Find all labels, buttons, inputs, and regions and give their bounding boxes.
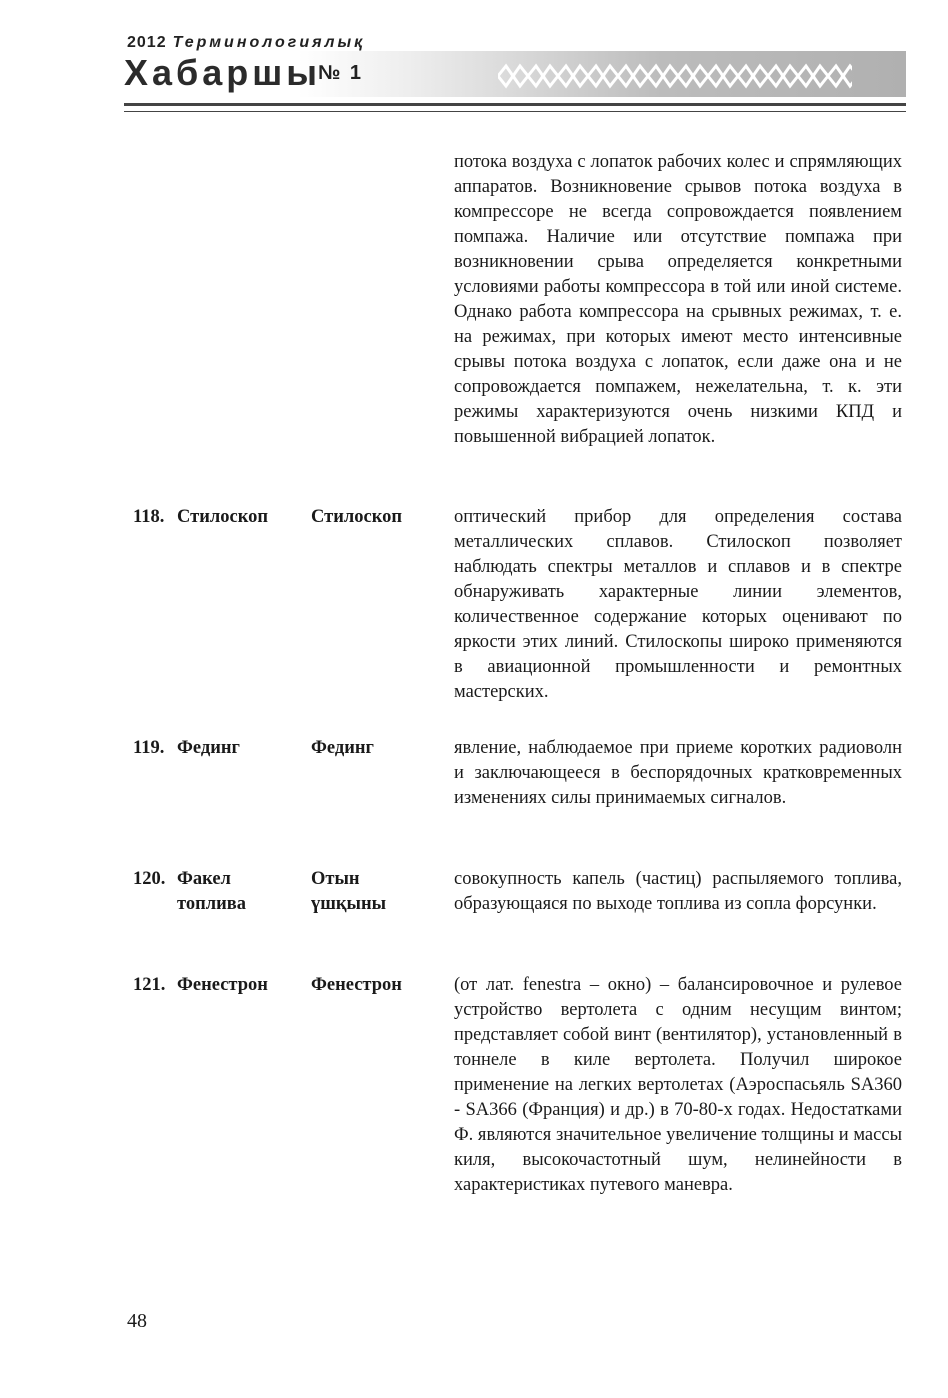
entry-120-term-ru xyxy=(133,867,293,917)
term-kz-line2: үшқыны xyxy=(311,894,387,914)
term-kz: Отын xyxy=(311,869,360,889)
entry-121-term-kz: Фенестрон xyxy=(311,975,402,995)
entry-121-definition: (от лат. fenestra – окно) – балансировочное и рулевое устройство вертолета с одним несущим винтом; представляет собой винт (вентилятор), установленный в тоннеле в киле вертолета. Получил широкое применение на легких вертолетах (Аэроспасьяль SA360 - SA366 (Франция) и др.) в 70-80-х годах. Недостатками Ф. являются значительное увеличение толщины и массы киля, высокочастотный шум, нелинейности в характеристиках путевого маневра. xyxy=(454,975,902,1195)
ornament-pattern xyxy=(498,58,852,94)
header-title-top: Терминологиялық xyxy=(172,34,366,51)
term-ru: Фенестрон xyxy=(177,975,268,995)
entry-number: 121. xyxy=(133,975,166,995)
entry-119-definition: явление, наблюдаемое при приеме коротких радиоволн и заключающееся в беспорядочных кратковременных изменениях силы принимаемых сигналов. xyxy=(454,738,902,808)
entry-119-term-ru xyxy=(133,736,293,761)
entry-number: 119. xyxy=(133,738,165,758)
entry-119-term-kz: Фединг xyxy=(311,738,374,758)
continued-definition: потока воздуха с лопаток рабочих колес и спрямляющих аппаратов. Возникновение срывов потока воздуха в компрессоре не всегда сопровождается появлением помпажа. Наличие или отсутствие помпажа при возникновении срыва определяется конкретными условиями работы компрессора в той или иной системе. Однако работа компрессора на срывных режимах, т. е. на режимах, при которых имеют место интенсивные срывы потока воздуха с лопаток, если даже она и не сопровождается помпажем, нежелательна, т. к. эти режимы характеризуются очень низкими КПД и повышенной вибрацией лопаток. xyxy=(454,152,902,447)
header-rule-thin xyxy=(124,111,906,112)
page-number: 48 xyxy=(127,1310,147,1332)
entry-number: 118. xyxy=(133,507,165,527)
entry-120-definition: совокупность капель (частиц) распыляемого топлива, образующаяся по выходе топлива из сопла форсунки. xyxy=(454,869,902,914)
header-title-main: Хабаршы xyxy=(124,52,322,93)
term-ru: Стилоскоп xyxy=(177,507,269,527)
entry-121-term-ru xyxy=(133,973,293,998)
entry-number: 120. xyxy=(133,869,166,889)
header-issue: № 1 xyxy=(318,62,363,84)
entry-118-term-ru xyxy=(133,505,293,530)
entry-120-term-kz xyxy=(311,867,451,917)
header-rule-thick xyxy=(124,103,906,106)
term-ru: Факел xyxy=(177,869,231,889)
entry-118-definition: оптический прибор для определения состава металлических сплавов. Стилоскоп позволяет наблюдать спектры металлов и сплавов и в спектре обнаруживать характерные линии элементов, количественное содержание которых оценивают по яркости этих линий. Стилоскопы широко применяются в авиационной промышленности и ремонтных мастерских. xyxy=(454,507,902,702)
entry-118-term-kz: Стилоскоп xyxy=(311,507,403,527)
term-ru: Фединг xyxy=(177,738,240,758)
header-year: 2012 xyxy=(127,34,167,51)
header-year-line xyxy=(127,34,365,52)
term-ru-line2: топлива xyxy=(177,894,247,914)
journal-header xyxy=(0,0,948,125)
